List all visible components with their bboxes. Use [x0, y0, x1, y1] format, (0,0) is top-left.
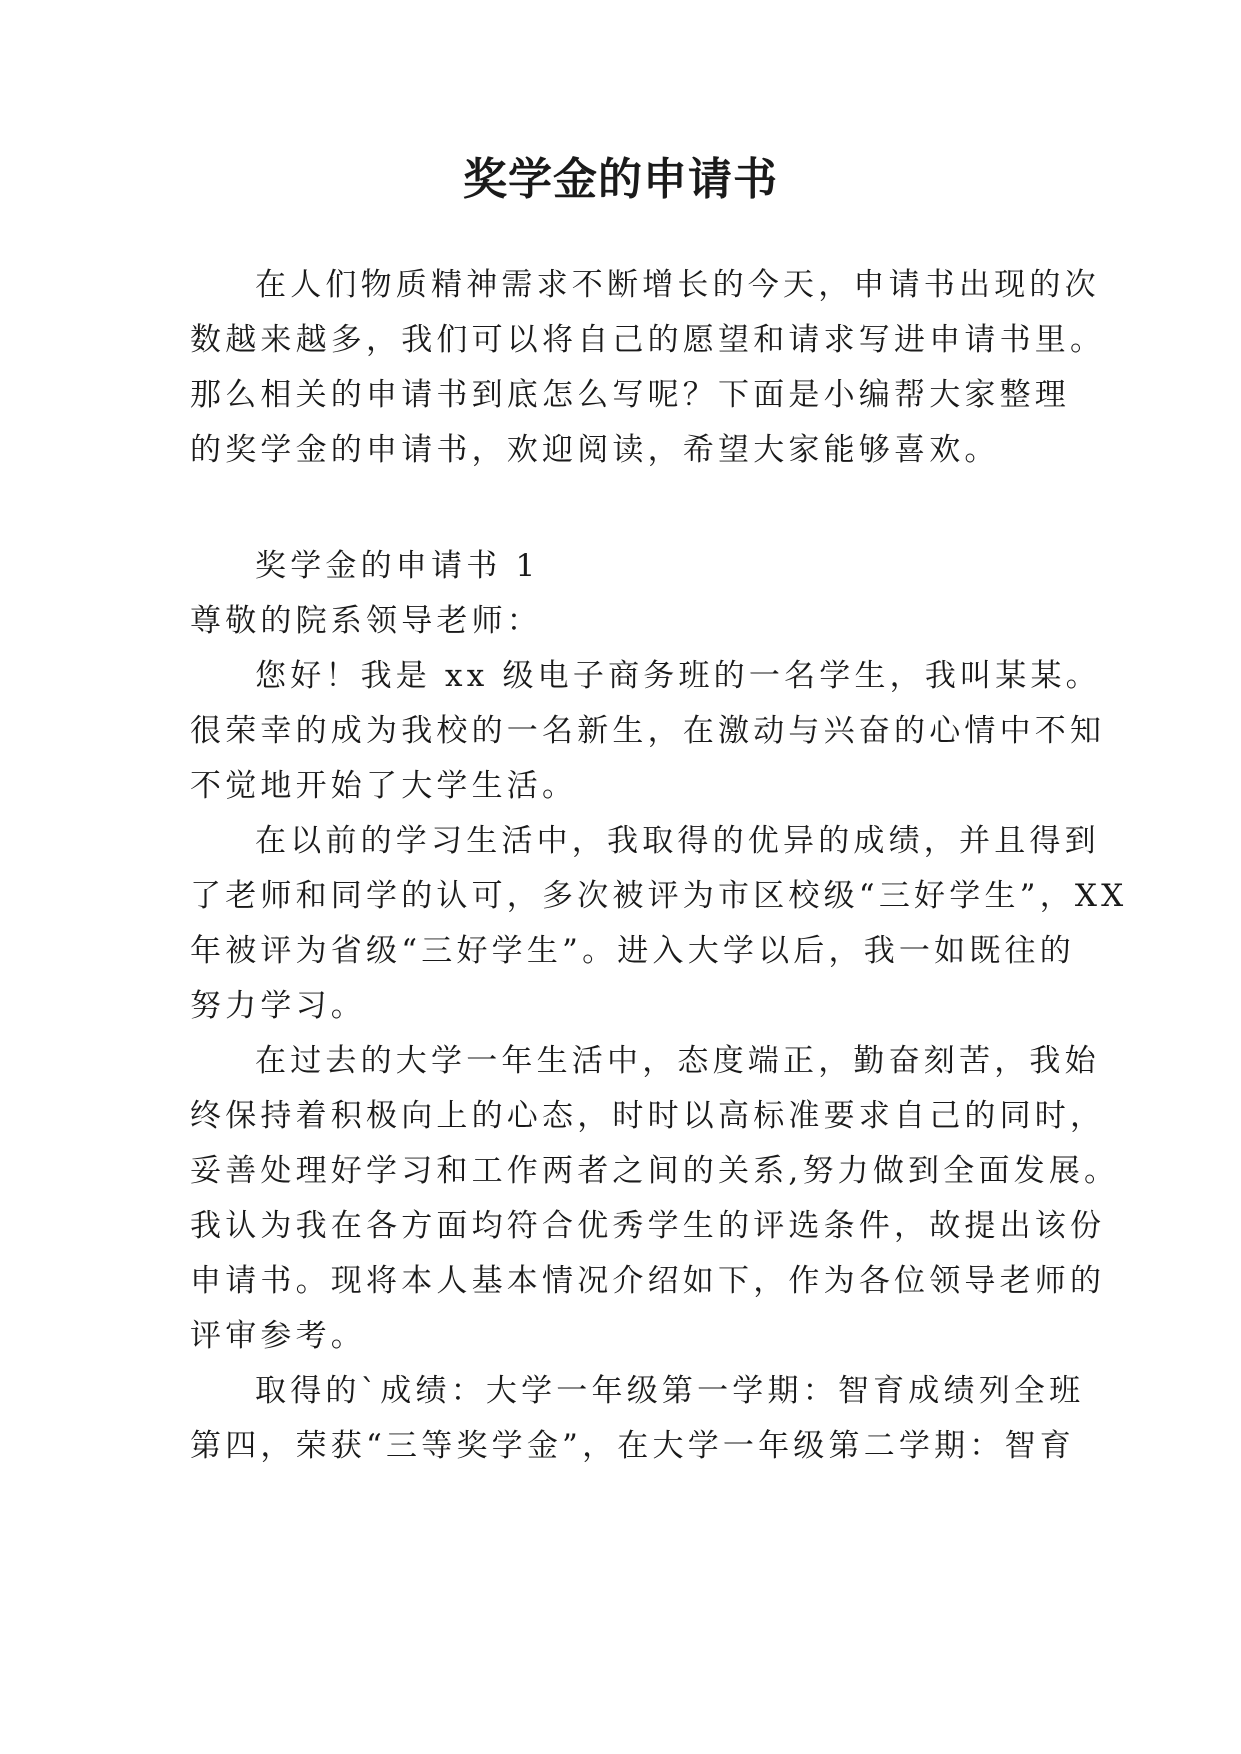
body-line: 不觉地开始了大学生活。 [190, 768, 578, 804]
document-title: 奖学金的申请书 [463, 154, 778, 205]
intro-line-3: 那么相关的申请书到底怎么写呢？下面是小编帮大家整理 [190, 377, 1070, 413]
body-line: 努力学习。 [190, 988, 366, 1024]
body-line: 评审参考。 [190, 1318, 366, 1354]
body-line: 申请书。现将本人基本情况介绍如下，作为各位领导老师的 [190, 1263, 1106, 1299]
body-line: 年被评为省级“三好学生”。进入大学以后，我一如既往的 [190, 933, 1075, 969]
body-line: 在以前的学习生活中，我取得的优异的成绩，并且得到 [255, 823, 1100, 859]
intro-line-1: 在人们物质精神需求不断增长的今天，申请书出现的次 [255, 267, 1100, 303]
body-line: 您好！我是 xx 级电子商务班的一名学生，我叫某某。 [255, 658, 1101, 694]
body-line: 妥善处理好学习和工作两者之间的关系,努力做到全面发展。 [190, 1153, 1120, 1189]
body-line: 很荣幸的成为我校的一名新生，在激动与兴奋的心情中不知 [190, 713, 1106, 749]
salutation: 尊敬的院系领导老师： [190, 603, 542, 639]
body-line: 我认为我在各方面均符合优秀学生的评选条件，故提出该份 [190, 1208, 1106, 1244]
intro-line-2: 数越来越多，我们可以将自己的愿望和请求写进申请书里。 [190, 322, 1106, 358]
body-line: 在过去的大学一年生活中，态度端正，勤奋刻苦，我始 [255, 1043, 1100, 1079]
intro-line-4: 的奖学金的申请书，欢迎阅读，希望大家能够喜欢。 [190, 432, 1000, 468]
body-line: 取得的`成绩：大学一年级第一学期：智育成绩列全班 [255, 1373, 1085, 1409]
body-line: 了老师和同学的认可，多次被评为市区校级“三好学生”，XX [190, 878, 1128, 914]
body-line: 第四，荣获“三等奖学金”，在大学一年级第二学期：智育 [190, 1428, 1075, 1464]
body-line: 终保持着积极向上的心态，时时以高标准要求自己的同时， [190, 1098, 1106, 1134]
section-heading: 奖学金的申请书 1 [255, 548, 540, 584]
